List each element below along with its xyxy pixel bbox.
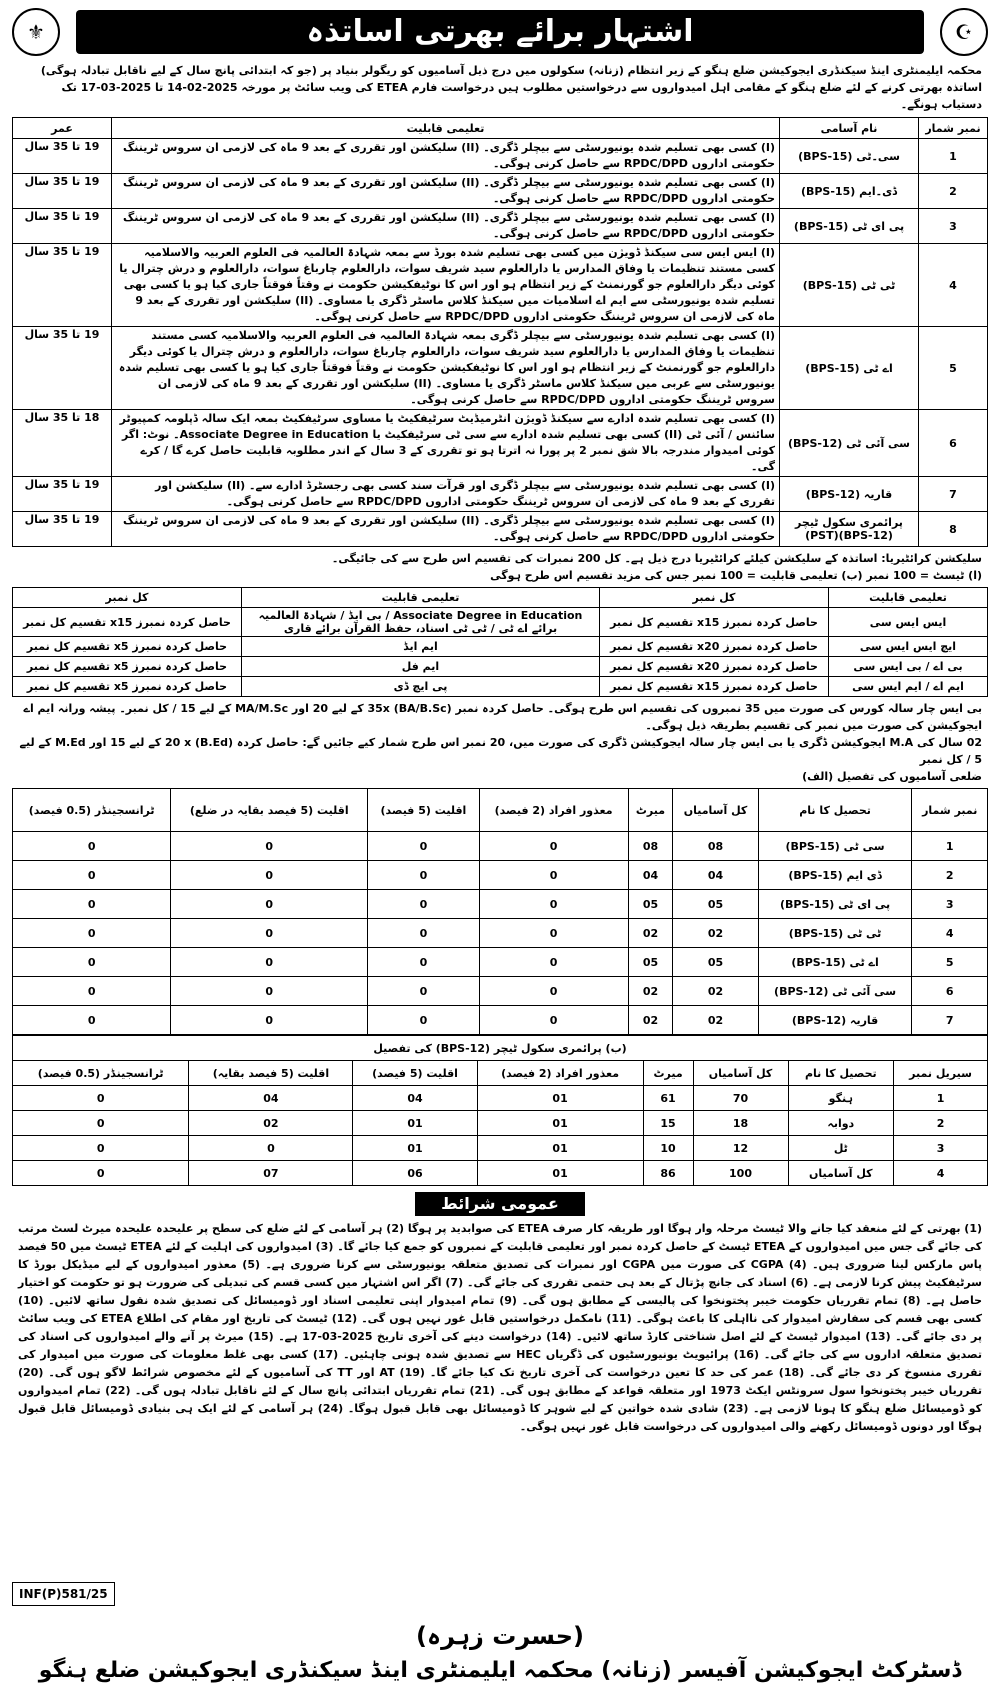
table-row: [13, 1086, 988, 1111]
post-serial: 8: [919, 512, 988, 547]
pst-col-header: سیریل نمبر: [894, 1061, 988, 1086]
post-age: 19 تا 35 سال: [13, 209, 112, 244]
marks-cell: ایس ایس سی: [829, 608, 988, 637]
seal-icon: ☪: [940, 8, 988, 56]
district-cell: 0: [13, 832, 171, 861]
table-row: [13, 677, 988, 697]
pst-cell: دوابہ: [788, 1111, 894, 1136]
pst-cell: ہنگو: [788, 1086, 894, 1111]
post-serial: 7: [919, 477, 988, 512]
note-3-text: ضلعی آسامیوں کی تفصیل: [837, 770, 982, 783]
pst-heading: (ب) پرائمری سکول ٹیچر (BPS-12) کی تفصیل: [13, 1036, 988, 1061]
marks-cell: حاصل کردہ نمبرز x15 تقسیم کل نمبر: [600, 677, 829, 697]
district-cell: 0: [368, 890, 479, 919]
pst-col-header: اقلیت (5 فیصد): [353, 1061, 477, 1086]
marks-col-qual-2: تعلیمی قابلیت: [242, 588, 600, 608]
emblem-icon: ⚜: [12, 8, 60, 56]
table-row: [13, 174, 988, 209]
district-cell: 02: [628, 1006, 673, 1035]
pst-heading-row: [13, 1036, 988, 1061]
pst-cell: 1: [894, 1086, 988, 1111]
district-cell: 0: [171, 977, 368, 1006]
marks-cell: حاصل کردہ نمبرز x20 تقسیم کل نمبر: [600, 637, 829, 657]
district-cell: 0: [479, 1006, 628, 1035]
pst-col-header: اقلیت (5 فیصد بقایہ): [189, 1061, 353, 1086]
selection-notes: [18, 700, 982, 785]
district-cell: ٹی ٹی (BPS-15): [758, 919, 912, 948]
district-cell: 08: [628, 832, 673, 861]
table-row: [13, 890, 988, 919]
intro-text: محکمہ ایلیمنٹری اینڈ سیکنڈری ایجوکیشن ضلع ہنگو کے زیر انتظام (زنانہ) سکولوں میں درج ذیل آسامیوں کو ریگولر بنیاد پر (جو کہ ابتدائی پانچ سال کے لیے ناقابل تبادلہ ہوگی) اساتذہ بھرتی کرنے کے لئے ضلع ہنگو کے مقامی اہل امیدواروں سے درخواستیں مطلوب ہیں درخواست فارم ETEA کی ویب سائٹ پر مورخہ 2025-02-14 تا 2025-03-17 تک دستیاب ہونگے۔: [40, 64, 982, 111]
district-col-header: تحصیل کا نام: [758, 789, 912, 832]
post-name: ڈی۔ایم (BPS-15): [780, 174, 919, 209]
district-cell: 0: [171, 832, 368, 861]
post-serial: 3: [919, 209, 988, 244]
pst-cell: 0: [13, 1136, 189, 1161]
table-row: [13, 1006, 988, 1035]
pst-cell: 0: [13, 1111, 189, 1136]
pst-cell: کل آسامیاں: [788, 1161, 894, 1186]
table-row: [13, 832, 988, 861]
table-row: [13, 512, 988, 547]
pst-cell: 4: [894, 1161, 988, 1186]
post-name: اے ٹی (BPS-15): [780, 327, 919, 410]
district-cell: 0: [479, 948, 628, 977]
pst-cell: 04: [353, 1086, 477, 1111]
marks-col-total: کل نمبر: [600, 588, 829, 608]
district-cell: 0: [479, 890, 628, 919]
pst-cell: 86: [643, 1161, 693, 1186]
district-cell: 05: [673, 890, 758, 919]
post-serial: 5: [919, 327, 988, 410]
post-qualification: (I) کسی بھی تسلیم شدہ یونیورسٹی سے بیچلر ڈگری۔ (II) سلیکشن اور تقرری کے بعد 9 ماہ کی لازمی ان سروس ٹریننگ حکومتی اداروں RPDC/DPD سے حاصل کرنی ہوگی۔: [112, 139, 780, 174]
district-cell: سی ٹی (BPS-15): [758, 832, 912, 861]
header: [12, 6, 988, 58]
pst-cell: 3: [894, 1136, 988, 1161]
marks-cell: حاصل کردہ نمبرز x15 تقسیم کل نمبر: [600, 608, 829, 637]
col-age: عمر: [13, 118, 112, 139]
pst-col-header: ٹرانسجینڈر (0.5 فیصد): [13, 1061, 189, 1086]
col-post: نام آسامی: [780, 118, 919, 139]
marks-cell: Associate Degree in Education / بی ایڈ / شہادۃ العالمیہ برائے اے ٹی / ٹی ٹی اسناد، حفظ القرآن برائے قاری: [242, 608, 600, 637]
pst-cell: 01: [353, 1136, 477, 1161]
district-cell: 0: [368, 977, 479, 1006]
district-cell: سی آئی ٹی (BPS-12): [758, 977, 912, 1006]
signature-name: (حسرت زہرہ): [416, 1622, 584, 1650]
district-cell: 0: [171, 890, 368, 919]
district-cell: 0: [171, 919, 368, 948]
post-age: 19 تا 35 سال: [13, 244, 112, 327]
pst-cell: 12: [693, 1136, 788, 1161]
pst-cell: 02: [189, 1111, 353, 1136]
marks-cell: ایم ایڈ: [242, 637, 600, 657]
marks-cell: پی ایچ ڈی: [242, 677, 600, 697]
district-cell: 0: [13, 1006, 171, 1035]
district-col-header: اقلیت (5 فیصد): [368, 789, 479, 832]
district-cell: 0: [171, 861, 368, 890]
district-cell: 3: [912, 890, 988, 919]
pst-cell: 0: [13, 1086, 189, 1111]
district-cell: 0: [171, 1006, 368, 1035]
page-title: اشتہار برائے بھرتی اساتذہ: [76, 10, 924, 54]
table-row: [13, 1111, 988, 1136]
pst-posts-table: [12, 1035, 988, 1186]
table-row: [13, 657, 988, 677]
pst-cell: 01: [477, 1111, 643, 1136]
pst-cell: 01: [353, 1111, 477, 1136]
pst-col-header: میرٹ: [643, 1061, 693, 1086]
district-cell: 2: [912, 861, 988, 890]
district-cell: 1: [912, 832, 988, 861]
pst-cell: 61: [643, 1086, 693, 1111]
district-cell: ڈی ایم (BPS-15): [758, 861, 912, 890]
post-qualification: (I) کسی بھی تسلیم شدہ یونیورسٹی سے بیچلر ڈگری اور قرآت سند کسی بھی رجسٹرڈ ادارے سے۔ (II) سلیکشن اور تقرری کے بعد 9 ماہ کی لازمی ان سروس ٹریننگ حکومتی اداروں RPDC/DPD سے حاصل کرنی ہوگی۔: [112, 477, 780, 512]
table-row: [13, 209, 988, 244]
post-name: پی ای ٹی (BPS-15): [780, 209, 919, 244]
note-3: [18, 768, 982, 785]
post-qualification: (I) کسی بھی تسلیم شدہ یونیورسٹی سے بیچلر ڈگری بمعہ شہادۃ العالمیہ فی العلوم العربیہ والاسلامیہ کسی مستند تنظیمات یا وفاق المدارس یا دارالعلوم سید شریف سوات، دارالعلوم چارباغ سوات، دارالعلوم و درش چترال یا کوئی دیگر دارالعلوم جو گورنمنٹ کے زیر انتظام ہو اور اس کا نوٹیفکیشن حکومت نے وقتاً فوقتاً جاری کیا ہو یا کسی بھی تسلیم شدہ یونیورسٹی سے عربی میں سیکنڈ کلاس ماسٹر ڈگری یا مساوی۔ (II) سلیکشن اور تقرری کے بعد 9 ماہ کی لازمی ان سروس ٹریننگ حکومتی اداروں RPDC/DPD سے حاصل کرنی ہوگی۔: [112, 327, 780, 410]
post-age: 19 تا 35 سال: [13, 512, 112, 547]
pst-col-header: کل آسامیاں: [693, 1061, 788, 1086]
district-col-header: معذور افراد (2 فیصد): [479, 789, 628, 832]
table-row: [13, 948, 988, 977]
district-col-header: ٹرانسجینڈر (0.5 فیصد): [13, 789, 171, 832]
pst-header-row: [13, 1061, 988, 1086]
note-3-label: (الف): [802, 770, 834, 783]
district-cell: 0: [368, 832, 479, 861]
post-qualification: (I) کسی بھی تسلیم شدہ یونیورسٹی سے بیچلر ڈگری۔ (II) سلیکشن اور تقرری کے بعد 9 ماہ کی لازمی ان سروس ٹریننگ حکومتی اداروں RPDC/DPD سے حاصل کرنی ہوگی۔: [112, 512, 780, 547]
footer: [12, 1582, 988, 1702]
post-qualification: (I) کسی بھی تسلیم شدہ یونیورسٹی سے بیچلر ڈگری۔ (II) سلیکشن اور تقرری کے بعد 9 ماہ کی لازمی ان سروس ٹریننگ حکومتی اداروں RPDC/DPD سے حاصل کرنی ہوگی۔: [112, 174, 780, 209]
district-cell: 0: [13, 890, 171, 919]
district-cell: 0: [368, 861, 479, 890]
post-age: 19 تا 35 سال: [13, 477, 112, 512]
post-age: 18 تا 35 سال: [13, 410, 112, 477]
marks-cell: حاصل کردہ نمبرز x5 تقسیم کل نمبر: [13, 637, 242, 657]
table-row: [13, 977, 988, 1006]
terms-title: عمومی شرائط: [415, 1192, 585, 1216]
post-age: 19 تا 35 سال: [13, 174, 112, 209]
table-row: [13, 861, 988, 890]
pst-cell: 15: [643, 1111, 693, 1136]
note-2: 02 سال کی M.A ایجوکیشن ڈگری یا بی ایس چار سالہ ایجوکیشن ڈگری کی صورت میں، 20 نمبر اس طرح شمار کیے جائیں گے: حاصل کردہ (B.Ed) 20 x کے لیے 15 اور M.Ed کے لیے 5 / کل نمبر: [19, 736, 982, 766]
district-cell: 08: [673, 832, 758, 861]
table-row: [13, 637, 988, 657]
district-cell: 04: [628, 861, 673, 890]
posts-header-row: [13, 118, 988, 139]
table-row: [13, 477, 988, 512]
marks-col-qual: تعلیمی قابلیت: [829, 588, 988, 608]
post-serial: 1: [919, 139, 988, 174]
selection-line-2: (ا) ٹیسٹ = 100 نمبر (ب) تعلیمی قابلیت = 100 نمبر جس کی مزید تقسیم اس طرح ہوگی: [490, 569, 982, 582]
post-age: 19 تا 35 سال: [13, 327, 112, 410]
pst-cell: 01: [477, 1136, 643, 1161]
pst-cell: 100: [693, 1161, 788, 1186]
district-cell: 0: [13, 861, 171, 890]
marks-cell: بی اے / بی ایس سی: [829, 657, 988, 677]
selection-line-1: سلیکشن کرائٹیریا: اساتذہ کے سلیکشن کیلئے کرائٹیریا درج ذیل ہے۔ کل 200 نمبرات کی تقسیم اس طرح سے کی جائیگی۔: [331, 552, 982, 565]
post-qualification: (I) ایس ایس سی سیکنڈ ڈویژن میں کسی بھی تسلیم شدہ بورڈ سے بمعہ شہادۃ العالمیہ فی العلوم العربیہ والاسلامیہ کسی مستند تنظیمات یا وفاق المدارس یا دارالعلوم سید شریف سوات، دارالعلوم چارباغ سوات، دارالعلوم و درش چترال یا کوئی دیگر دارالعلوم جو گورنمنٹ کے زیر انتظام ہو اور اس کا نوٹیفکیشن حکومت نے وقتاً فوقتاً جاری کیا ہو یا کسی بھی تسلیم شدہ یونیورسٹی سے ایم اے اسلامیات میں سیکنڈ کلاس ماسٹر ڈگری یا مساوی۔ (II) سلیکشن اور تقرری کے بعد 9 ماہ کی لازمی ان سروس ٹریننگ حکومتی اداروں RPDC/DPD سے حاصل کرنی ہوگی۔: [112, 244, 780, 327]
marks-table: [12, 587, 988, 697]
marks-cell: ایم اے / ایم ایس سی: [829, 677, 988, 697]
district-posts-table: [12, 788, 988, 1035]
marks-cell: حاصل کردہ نمبرز x5 تقسیم کل نمبر: [13, 677, 242, 697]
pst-cell: 70: [693, 1086, 788, 1111]
district-cell: 0: [479, 861, 628, 890]
marks-cell: حاصل کردہ نمبرز x20 تقسیم کل نمبر: [600, 657, 829, 677]
district-cell: 0: [479, 977, 628, 1006]
district-cell: اے ٹی (BPS-15): [758, 948, 912, 977]
district-cell: 0: [368, 948, 479, 977]
pst-cell: 06: [353, 1161, 477, 1186]
pst-cell: 07: [189, 1161, 353, 1186]
pst-col-header: تحصیل کا نام: [788, 1061, 894, 1086]
post-name: سی۔ٹی (BPS-15): [780, 139, 919, 174]
selection-criteria: [18, 550, 982, 584]
district-cell: 0: [13, 977, 171, 1006]
table-row: [13, 919, 988, 948]
district-col-header: نمبر شمار: [912, 789, 988, 832]
post-serial: 2: [919, 174, 988, 209]
inf-code: INF(P)581/25: [12, 1582, 115, 1606]
district-cell: 02: [673, 1006, 758, 1035]
district-cell: 0: [171, 948, 368, 977]
district-cell: 05: [673, 948, 758, 977]
district-header-row: [13, 789, 988, 832]
terms-text: (1) بھرتی کے لئے منعقد کیا جانے والا ٹیسٹ مرحلہ وار ہوگا اور طریقہ کار صرف ETEA کی صوابدید پر ہوگا (2) ہر آسامی کے لئے ضلع کی سطح پر علیحدہ علیحدہ میرٹ لسٹ مرتب کی جائے گی جس میں امیدواروں کے ETEA ٹیسٹ کے حاصل کردہ نمبر اور تعلیمی قابلیت کے نمبروں کو جمع کیا جائے گا۔ (3) امیدواروں کی اہلیت کے لئے ETEA ٹیسٹ میں 50 فیصد پاس مارکس لینا ضروری ہیں۔ (4) CGPA کی صورت میں CGPA اور نمبرات کی تصدیق متعلقہ یونیورسٹی سے کرنا ضروری ہے۔ (5) معذور امیدواروں کے لیے میڈیکل بورڈ کا سرٹیفکیٹ پیش کرنا لازمی ہے۔ (6) اسناد کی جانچ پڑتال کے بعد ہی حتمی تقرری کی جائے گی۔ (7) اگر اس اشتہار میں کسی قسم کی تبدیلی کی ضرورت ہو تو حکومت کو اختیار حاصل ہے۔ (8) تمام تقرریاں حکومت خیبر پختونخوا کی پالیسی کے مطابق ہوں گی۔ (9) تمام امیدوار اپنی تعلیمی اسناد اور ڈومیسائل کی تصدیق شدہ نقول ساتھ لائیں۔ (10) کسی بھی قسم کی سفارش امیدوار کی نااہلی کا باعث ہوگی۔ (11) نامکمل درخواستیں قابل غور نہیں ہوں گی۔ (12) ٹیسٹ کی تاریخ اور مقام کی اطلاع ETEA کی ویب سائٹ پر دی جائے گی۔ (13) امیدوار ٹیسٹ کے لئے اصل شناختی کارڈ ساتھ لائیں۔ (14) درخواست دینے کی آخری تاریخ 2025-03-17 ہے۔ (15) میرٹ پر آنے والے امیدواروں کی اسناد کی تصدیق متعلقہ اداروں سے کی جائے گی۔ (16) پرائیویٹ یونیورسٹیوں کی ڈگریاں HEC سے تصدیق شدہ ہونی چاہئیں۔ (17) کسی بھی غلط معلومات کی صورت میں امیدوار کی تقرری منسوخ کر دی جائے گی۔ (18) عمر کی حد کا تعین درخواست کی آخری تاریخ تک کیا جائے گا۔ (19) AT اور TT کی آسامیوں کے لئے مخصوص شرائط لاگو ہوں گی۔ (20) تقرریاں خیبر پختونخوا سول سرونٹس ایکٹ 1973 اور متعلقہ قواعد کے مطابق ہوں گی۔ (21) تمام تقرریاں ابتدائی پانچ سال کے لئے ناقابل تبادلہ ہوں گی۔ (22) تمام امیدواروں کو ڈومیسائل ضلع ہنگو کا ہونا لازمی ہے۔ (23) شادی شدہ خواتین کے لیے شوہر کا ڈومیسائل بھی قابل قبول ہوگا۔ (24) ہر آسامی کے لئے ایک ہی بنیادی ڈومیسائل قابل قبول ہوگا اور دونوں ڈومیسائل رکھنے والی امیدواروں کی درخواست قابل غور نہیں ہوگی۔: [18, 1222, 983, 1433]
district-cell: 7: [912, 1006, 988, 1035]
pst-cell: 18: [693, 1111, 788, 1136]
post-name: قاریہ (BPS-12): [780, 477, 919, 512]
district-cell: 0: [13, 948, 171, 977]
district-cell: 02: [628, 919, 673, 948]
district-col-header: اقلیت (5 فیصد بقایہ در ضلع): [171, 789, 368, 832]
marks-cell: حاصل کردہ نمبرز x15 تقسیم کل نمبر: [13, 608, 242, 637]
marks-cell: ایم فل: [242, 657, 600, 677]
district-cell: 05: [628, 890, 673, 919]
post-name: ٹی ٹی (BPS-15): [780, 244, 919, 327]
district-cell: 0: [368, 919, 479, 948]
table-row: [13, 410, 988, 477]
pst-cell: 0: [189, 1136, 353, 1161]
district-cell: 02: [673, 919, 758, 948]
table-row: [13, 608, 988, 637]
district-cell: 0: [479, 832, 628, 861]
district-cell: 0: [368, 1006, 479, 1035]
district-col-header: کل آسامیاں: [673, 789, 758, 832]
post-serial: 4: [919, 244, 988, 327]
pst-cell: ٹل: [788, 1136, 894, 1161]
pst-cell: 0: [13, 1161, 189, 1186]
note-1: بی ایس چار سالہ کورس کی صورت میں 35 نمبروں کی تقسیم اس طرح ہوگی۔ حاصل کردہ نمبر (BA/B.Sc) 35x کے لیے 20 اور MA/M.Sc کے لیے 15 / کل نمبر۔ پیشہ ورانہ ایم اے ایجوکیشن کی صورت میں نمبر کی تقسیم بطریقہ ذیل ہوگی۔: [23, 702, 982, 732]
pst-cell: 2: [894, 1111, 988, 1136]
post-name: سی آئی ٹی (BPS-12): [780, 410, 919, 477]
district-cell: 05: [628, 948, 673, 977]
district-cell: 02: [628, 977, 673, 1006]
post-qualification: (I) کسی بھی تسلیم شدہ ادارے سے سیکنڈ ڈویژن انٹرمیڈیٹ سرٹیفکیٹ یا مساوی سرٹیفکیٹ بمعہ ایک سالہ ڈپلومہ کمپیوٹر سائنس / آئی ٹی (II) کسی بھی تسلیم شدہ ادارے سے سی ٹی سرٹیفکیٹ یا Associate Degree in Education۔ نوٹ: اگر کوئی امیدوار مندرجہ بالا شق نمبر 2 پر پورا نہ اترتا ہو تو تقرری کے 3 سال کے اندر مطلوبہ قابلیت حاصل کرے گا / کرے گی۔: [112, 410, 780, 477]
table-row: [13, 244, 988, 327]
pst-cell: 10: [643, 1136, 693, 1161]
issuing-office: ڈسٹرکٹ ایجوکیشن آفیسر (زنانہ) محکمہ ایلیمنٹری اینڈ سیکنڈری ایجوکیشن ضلع ہنگو: [38, 1658, 962, 1683]
table-row: [13, 327, 988, 410]
posts-table: [12, 117, 988, 547]
district-cell: 6: [912, 977, 988, 1006]
marks-cell: ایچ ایس ایس سی: [829, 637, 988, 657]
district-cell: 02: [673, 977, 758, 1006]
post-serial: 6: [919, 410, 988, 477]
post-name: پرائمری سکول ٹیچر (BPS-12)(PST): [780, 512, 919, 547]
district-cell: قاریہ (BPS-12): [758, 1006, 912, 1035]
district-col-header: میرٹ: [628, 789, 673, 832]
pst-cell: 01: [477, 1086, 643, 1111]
district-cell: 04: [673, 861, 758, 890]
col-serial: نمبر شمار: [919, 118, 988, 139]
district-cell: 5: [912, 948, 988, 977]
col-qualification: تعلیمی قابلیت: [112, 118, 780, 139]
table-row: [13, 1161, 988, 1186]
table-row: [13, 139, 988, 174]
post-qualification: (I) کسی بھی تسلیم شدہ یونیورسٹی سے بیچلر ڈگری۔ (II) سلیکشن اور تقرری کے بعد 9 ماہ کی لازمی ان سروس ٹریننگ حکومتی اداروں RPDC/DPD سے حاصل کرنی ہوگی۔: [112, 209, 780, 244]
pst-cell: 01: [477, 1161, 643, 1186]
marks-col-total-2: کل نمبر: [13, 588, 242, 608]
district-cell: 4: [912, 919, 988, 948]
table-row: [13, 1136, 988, 1161]
marks-cell: حاصل کردہ نمبرز x5 تقسیم کل نمبر: [13, 657, 242, 677]
pst-cell: 04: [189, 1086, 353, 1111]
district-cell: 0: [13, 919, 171, 948]
pst-col-header: معذور افراد (2 فیصد): [477, 1061, 643, 1086]
district-cell: 0: [479, 919, 628, 948]
district-cell: پی ای ٹی (BPS-15): [758, 890, 912, 919]
post-age: 19 تا 35 سال: [13, 139, 112, 174]
marks-header-row: [13, 588, 988, 608]
